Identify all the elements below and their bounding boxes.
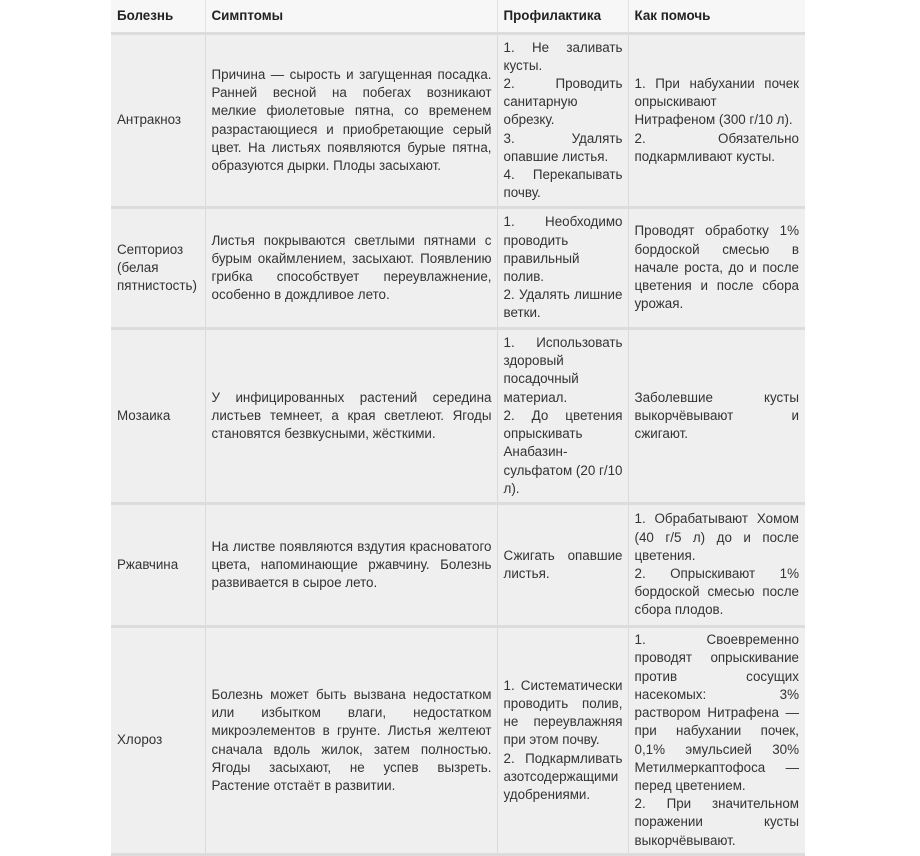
- prevention-cell: [497, 208, 628, 329]
- disease-name: Хлороз: [111, 627, 205, 855]
- prevention-item: Сжигать опавшие листья.: [503, 547, 623, 581]
- prevention-item: 2. Подкармливать азотсодержащими удобрениями.: [503, 750, 623, 802]
- disease-name: Антракноз: [111, 34, 205, 208]
- prevention-item: 2. Проводить санитарную обрезку.: [503, 75, 623, 128]
- prevention-item: 2. До цветения опрыскивать Анабазин-сульфатом (20 г/10 л).: [503, 407, 623, 496]
- disease-name: Ржавчина: [111, 504, 205, 627]
- symptoms-cell: Болезнь может быть вызвана недостатком или избытком влаги, недостатком микроэлементов в грунте. Листья желтеют сначала вдоль жилок, затем полностью. Ягоды засыхают, не успев вызреть. Растение отстаёт в развитии.: [205, 627, 497, 855]
- treatment-item: 1. Своевременно проводят опрыскивание против сосущих насекомых: 3% раствором Нитрафена — при набухании почек, 0,1% эмульсией 30% Метилмеркаптофоса — перед цветением.: [634, 632, 799, 793]
- treatment-item: Проводят обработку 1% бордоской смесью в начале роста, до и после цветения и после сбора урожая.: [634, 223, 799, 312]
- treatment-cell: [628, 34, 805, 208]
- prevention-item: 3. Удалять опавшие листья.: [503, 130, 623, 164]
- treatment-cell: [628, 627, 805, 855]
- treatment-cell: [628, 208, 805, 329]
- prevention-item: 2. Удалять лишние ветки.: [503, 287, 623, 321]
- disease-name: Септориоз (белая пятнистость): [111, 208, 205, 329]
- prevention-item: 1. Использовать здоровый посадочный материал.: [503, 335, 623, 405]
- prevention-item: 1. Необходимо проводить правильный полив.: [503, 214, 623, 284]
- header-prevention: Профилактика: [497, 0, 628, 34]
- treatment-item: Заболевшие кусты выкорчёвывают и сжигают.: [634, 389, 799, 442]
- treatment-item: 1. Обрабатывают Хомом (40 г/5 л) до и после цветения.: [634, 511, 799, 563]
- prevention-item: 1. Систематически проводить полив, не переувлажняя при этом почву.: [503, 677, 623, 748]
- header-treatment: Как помочь: [628, 0, 805, 34]
- symptoms-cell: Причина — сырость и загущенная посадка. Ранней весной на побегах возникают мелкие фиолетовые пятна, со временем разрастающиеся и приобретающие серый цвет. На листьях появляются бурые пятна, образуются дырки. Плоды засыхают.: [205, 34, 497, 208]
- prevention-cell: [497, 627, 628, 855]
- treatment-cell: [628, 329, 805, 504]
- table-row: [111, 208, 805, 329]
- symptoms-cell: У инфицированных растений середина листьев темнеет, а края светлеют. Ягоды становятся безвкусными, жёсткими.: [205, 329, 497, 504]
- header-symptoms: Симптомы: [205, 0, 497, 34]
- treatment-item: 2. Опрыскивают 1% бордоской смесью после сбора плодов.: [634, 566, 799, 618]
- prevention-cell: [497, 329, 628, 504]
- treatment-item: 2. Обязательно подкармливают кусты.: [634, 130, 799, 164]
- table-row: [111, 34, 805, 208]
- table-row: [111, 504, 805, 627]
- prevention-cell: [497, 34, 628, 208]
- treatment-item: 2. При значительном поражении кусты выкорчёвывают.: [634, 796, 799, 848]
- treatment-cell: [628, 504, 805, 627]
- prevention-item: 4. Перекапывать почву.: [503, 167, 623, 201]
- symptoms-cell: Листья покрываются светлыми пятнами с бурым окаймлением, засыхают. Появлению грибка способствует переувлажнение, особенно в дождливое лето.: [205, 208, 497, 329]
- table-row: [111, 627, 805, 855]
- header-disease: Болезнь: [111, 0, 205, 34]
- treatment-item: 1. При набухании почек опрыскивают Нитрафеном (300 г/10 л).: [634, 75, 799, 128]
- prevention-item: 1. Не заливать кусты.: [503, 39, 623, 73]
- table-header-row: [111, 0, 805, 34]
- symptoms-cell: На листве появляются вздутия красноватого цвета, напоминающие ржавчину. Болезнь развивается в сырое лето.: [205, 504, 497, 627]
- disease-name: Мозаика: [111, 329, 205, 504]
- diseases-table: [111, 0, 805, 856]
- prevention-cell: [497, 504, 628, 627]
- table-row: [111, 329, 805, 504]
